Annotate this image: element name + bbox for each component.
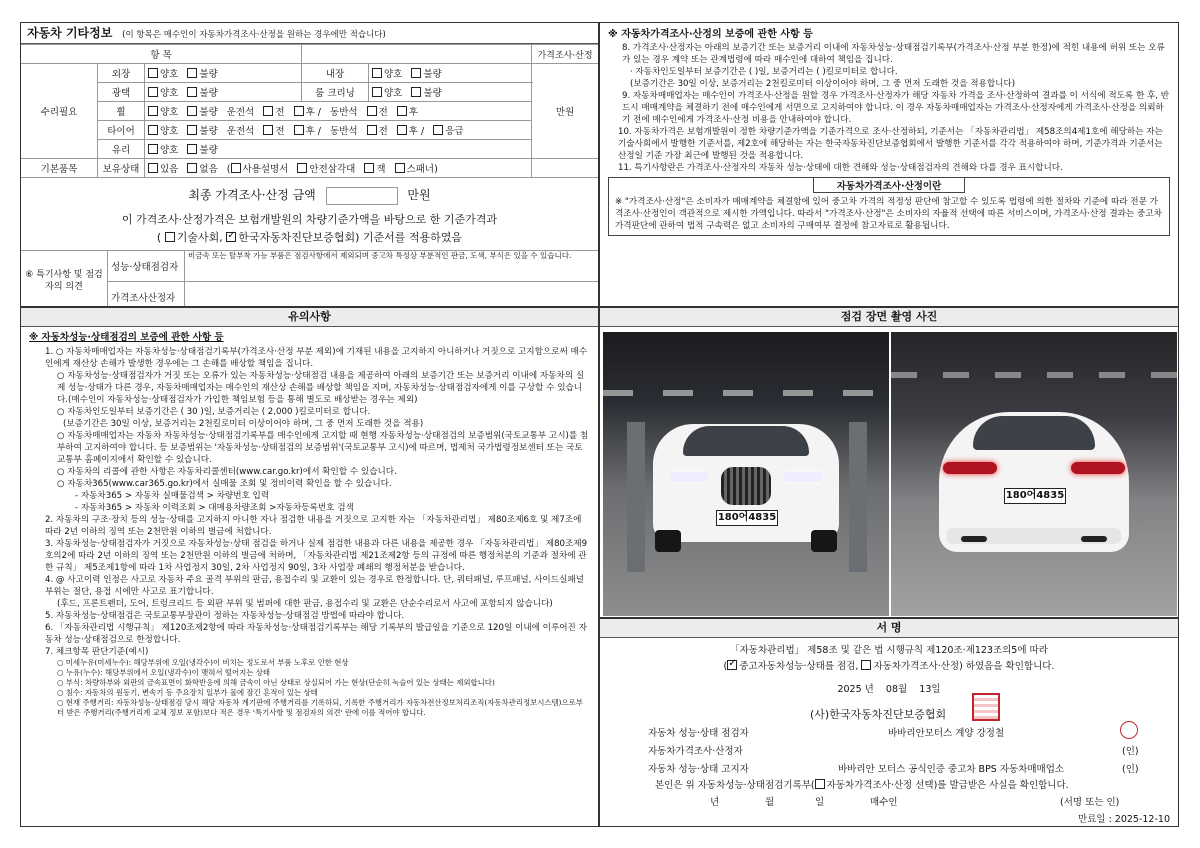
buyer-sign: (서명 또는 인) xyxy=(1060,797,1120,808)
opt-label: 불량 xyxy=(423,88,442,99)
notice-item: 3. 자동차성능·상태점검자가 거짓으로 자동차성능·상태 점검을 하거나 실제 점검한 내용과 다른 내용을 제공한 경우 「자동차관리법」 제80조제9호의2에 따라 2년 이하의 징역 또는 2천만원 이하의 벌금에 처하며, 「자동차관리법 제21조제2항 등의 규정에 따른 행정처분의 기준과 절차에 관한 규칙」 제5조제1항에 따라 1차 사업정지 30일, 2차 사업정지 90일, 3차 사업장 폐쇄의 행정처분을 받습니다. xyxy=(45,539,588,573)
roomclean-good-checkbox[interactable] xyxy=(372,87,382,97)
rear-license-plate: 180어4835 xyxy=(1004,488,1066,504)
headlight-right xyxy=(783,472,823,482)
row2-label: 자동차가격조사·산정자 xyxy=(648,746,743,757)
wheel-good-checkbox[interactable] xyxy=(148,106,158,116)
opt-label: 양호 xyxy=(160,69,179,80)
row1-label: 자동차 성능·상태 점검자 xyxy=(648,728,749,739)
wheel-driver-rear-checkbox[interactable] xyxy=(294,106,304,116)
special-notes-table xyxy=(20,250,599,308)
opt-label: 전 xyxy=(378,126,388,137)
spanner-checkbox[interactable] xyxy=(395,163,405,173)
other-info-subtitle: (이 항목은 매수인이 자동차가격조사·산정을 원하는 경우에만 적습니다) xyxy=(122,30,386,40)
tire-front-right xyxy=(811,530,837,552)
special-pricer-label: 가격조사산정자 xyxy=(108,281,185,307)
signature-confirm: (✓ 중고자동차성능·상태를 점검, 자동차가격조사·산정) 하였음을 확인합니다. xyxy=(600,658,1178,672)
tire-driver-front-checkbox[interactable] xyxy=(263,125,273,135)
tire-front-left xyxy=(655,530,681,552)
row3-seal-mark: (인) xyxy=(1122,764,1139,775)
tire-bad-checkbox[interactable] xyxy=(187,125,197,135)
notice-title: 유의사항 xyxy=(21,308,598,327)
row-wheel: 휠 xyxy=(98,102,145,121)
opt-label: 운전석 xyxy=(226,107,255,118)
wheel-driver-front-checkbox[interactable] xyxy=(263,106,273,116)
item-9: 9. 자동차매매업자는 매수인이 가격조사·산정을 원할 경우 가격조사·산정자가 해당 자동차 가격을 조사·산정하여 결과를 이 서식에 적도록 한 후, 반드시 매매계약을 체결하기 전에 매수인에게 서면으로 고지하여야 합니다. 이 경우 자동차매매업자는 가격조사·산정자에게 가격조사·산정을 의뢰하기 전에 매수인에게 가격조사·산정 비용을 안내하여야 합니다. xyxy=(622,91,1170,125)
buyer-label: 매수인 xyxy=(870,797,898,808)
wheel-passenger-rear-checkbox[interactable] xyxy=(397,106,407,116)
opt-label: 운전석 xyxy=(226,126,255,137)
date-year: 2025 년 xyxy=(837,684,874,695)
lift-post-left xyxy=(627,422,645,572)
basis-opt1-label: 기술사회 xyxy=(176,230,220,244)
final-price-unit: 만원 xyxy=(407,188,431,202)
basis-engineer-checkbox[interactable] xyxy=(165,232,175,242)
confirm-opt1: 중고자동차성능·상태를 점검, xyxy=(739,661,859,672)
interior-good-checkbox[interactable] xyxy=(372,68,382,78)
other-info-header xyxy=(21,23,598,44)
notice-panel xyxy=(20,307,599,827)
notice-item: 7. 체크항목 판단기준(예시) xyxy=(45,647,149,657)
notice-items xyxy=(29,346,590,658)
notice-item: ○ 자동차365(www.car365.go.kr)에서 실매물 조회 및 정비이력 확인을 할 수 있습니다. xyxy=(57,479,392,489)
signature-date xyxy=(600,681,1178,695)
notice-item: (후드, 프론트펜더, 도어, 트렁크리드 등 외판 부위 및 범퍼에 대한 판금, 용접수리 및 교환은 단순수리로서 사고에 포함되지 않습니다) xyxy=(57,599,553,609)
taillight-left xyxy=(943,462,997,474)
notice-item: 4. @ 사고이력 인정은 사고로 자동차 주요 골격 부위의 판금, 용접수리 및 교환이 있는 경우로 한정합니다. 단, 쿼터패널, 루프패널, 사이드실패널 부위는 절단, 용접 시에만 사고로 표기합니다. xyxy=(45,575,584,597)
garage-lights xyxy=(891,372,1177,378)
opt-label: 양호 xyxy=(160,107,179,118)
tire-passenger-front-checkbox[interactable] xyxy=(367,125,377,135)
unit-manwon: 만원 xyxy=(532,64,599,159)
owned-no-checkbox[interactable] xyxy=(187,163,197,173)
interior-bad-checkbox[interactable] xyxy=(411,68,421,78)
exterior-bad-checkbox[interactable] xyxy=(187,68,197,78)
row2-seal-mark: (인) xyxy=(1122,746,1139,757)
opt-label: 후 xyxy=(305,126,315,137)
criteria-item: ○ 침수: 자동차의 원동기, 변속기 등 주요장치 일부가 물에 잠긴 흔적이 있는 상태 xyxy=(57,688,318,697)
item-10: 10. 자동차가격은 보험개발원이 정한 차량기준가액을 기준가격으로 조사·산정하되, 기준서는 「자동차관리법」 제58조의4제1호에 해당하는 자는 기술사회에서 발행한 기준서를, 제2호에 해당하는 자는 한국자동차진단보증협회에서 발행한 기준서를 각각 적용하여야 하며, 기준가격과 기준서는 산정일 기준 가장 최근에 발행된 것을 적용합니다. xyxy=(618,127,1163,161)
special-inspector-label: 성능·상태점검자 xyxy=(108,250,185,281)
rear-window xyxy=(973,416,1095,450)
notice-item: 6. 「자동차관리법 시행규칙」 제120조제2항에 따라 자동차성능·상태점검기록부는 해당 기록부의 발급일을 기준으로 120일 이내에 이루어진 자동차 성능·상태점검으로 한정합니다. xyxy=(45,623,587,645)
row-interior: 내장 xyxy=(302,64,369,83)
signature-row-3 xyxy=(648,761,1168,775)
other-info-table: 항 목 가격조사·산정 수리필요 외장 양호 불량 내장 양호 불량 만원 광택 양호 불량 룸 크리닝 양호 불량 휠 양호 불량 운전석 전 후 / 동반석 전 후 타이어 양호 불량 운전석 전 후 / 동반석 전 후 / 응급 유리 양호 불량 기본품목 보유상태 있음 없음 ( 사용설명서 안전삼각대 잭 스패너) xyxy=(20,44,599,178)
row1-value: 바바리안모터스 계양 강정철 xyxy=(888,728,1005,739)
price-def-text: ※ "가격조사·산정"은 소비자가 매매계약을 체결함에 있어 중고차 가격의 적정성 판단에 참고할 수 있도록 법령에 의한 절차와 기준에 따라 전문 가격조사·산정인이 객관적으로 제시한 가액입니다. 따라서 "가격조사·산정"은 소비자의 자율적 선택에 따른 서비스이며, 가격조사·산정 결과는 중고차 가격판단에 관하여 법적 구속력은 없고 소비자의 구매여부 결정에 참고자료로 활용됩니다. xyxy=(615,197,1162,231)
notice-item: - 자동차365 > 자동차 이력조회 > 대매용차량조회 >자동차등록번호 검색 xyxy=(75,503,354,513)
signature-buyer xyxy=(710,794,1170,808)
confirm-price-checkbox[interactable] xyxy=(861,660,871,670)
opt-label: 동반석 xyxy=(330,126,358,137)
photo-title: 점검 장면 촬영 사진 xyxy=(600,308,1178,327)
special-pricer-text[interactable] xyxy=(185,281,599,307)
col-item: 항 목 xyxy=(21,45,302,64)
basis-opt2-label: 한국자동차진단보증협회 xyxy=(238,230,356,244)
opt-label: 양호 xyxy=(160,126,179,137)
opt-label: 있음 xyxy=(160,164,179,175)
notice-item: ○ 자동차성능·상태점검자가 거짓 또는 오류가 있는 자동차성능·상태점검 내용을 제공하여 아래의 보증기간 또는 보증거리 이내에 자동차의 실제 성능·상태가 다른 경우, 자동차매매업자는 매수인의 재산상 손해를 배상할 책임을 지며, 자동차성능·상태점검자에게 이를 구상할 수 있습니다.(매수인이 자동차성능·상태점검자가 가입한 책임보험 등을 통해 별도로 배상받는 경우는 제외) xyxy=(57,371,585,405)
criteria-item: ○ 미세누유(미세누수): 해당부위에 오일(냉각수)이 비치는 정도로서 부품 노후로 인한 현상 xyxy=(57,658,349,667)
rear-car-photo xyxy=(891,332,1177,616)
price-def-box xyxy=(608,177,1170,236)
opt-label: 후 xyxy=(305,107,315,118)
glass-bad-checkbox[interactable] xyxy=(187,144,197,154)
special-label: ⑥ 특기사항 및 점검자의 의견 xyxy=(21,250,108,307)
opt-label: 전 xyxy=(275,126,285,137)
opt-label: 불량 xyxy=(199,126,218,137)
opt-label: 사용설명서 xyxy=(242,164,289,175)
group-repair: 수리필요 xyxy=(21,64,98,159)
row3-value: 바바리안 모터스 공식인증 중고차 BPS 자동차매매업소 xyxy=(838,764,1065,775)
opt-label: 안전삼각대 xyxy=(309,164,356,175)
tire-good-checkbox[interactable] xyxy=(148,125,158,135)
criteria-item: ○ 현재 주행거리: 자동차성능·상태점검 당시 해당 자동차 계기판에 주행거리를 기록하되, 기록한 주행거리가 자동차전산정보처리조직(자동차관리정보시스템)으로부터 받은 주행거리(주행거리계 교체 정보 포함)보다 적은 경우 '특기사항 및 점검자의 의견' 란에 이를 적어야 합니다. xyxy=(57,698,583,717)
exhaust-left xyxy=(961,536,987,542)
item-8: 8. 가격조사·산정자는 아래의 보증기간 또는 보증거리 이내에 자동차성능·상태점검기록부(가격조사·산정 부분 한정)에 적힌 내용에 허위 또는 오류가 있는 경우 계약 또는 관계법령에 따라 매수인에 대하여 책임을 집니다. xyxy=(622,43,1165,65)
opt-label: 양호 xyxy=(384,69,403,80)
confirm-tail: 하였음을 확인합니다. xyxy=(965,661,1055,672)
lift-post-right xyxy=(849,422,867,572)
tire-driver-rear-checkbox[interactable] xyxy=(294,125,304,135)
signature-title: 서 명 xyxy=(600,619,1178,638)
tire-passenger-rear-checkbox[interactable] xyxy=(397,125,407,135)
issue-line: 본인은 위 자동차성능·상태점검기록부( xyxy=(655,780,815,791)
price-def-title: 자동차가격조사·산정이란 xyxy=(813,177,965,193)
signature-issue xyxy=(655,777,1069,791)
triangle-checkbox[interactable] xyxy=(297,163,307,173)
inspection-photo-panel xyxy=(599,307,1179,618)
front-windshield xyxy=(683,426,809,456)
signature-panel xyxy=(599,618,1179,827)
opt-label: 응급 xyxy=(445,126,464,137)
wheel-passenger-front-checkbox[interactable] xyxy=(367,106,377,116)
exhaust-right xyxy=(1081,536,1107,542)
final-price-input[interactable] xyxy=(326,187,398,205)
date-month: 08월 xyxy=(885,684,908,695)
buyer-day: 일 xyxy=(815,797,825,808)
signature-row-1 xyxy=(648,725,1168,739)
notice-item: ○ 자동차매매업자는 자동차 자동차성능·상태점검기록부를 매수인에게 고지할 때 현행 자동차성능·상태점검의 보증범위(국토교통부 고시)를 첨부하여 고지하여야 합니다. 등 보증범위는 '자동차성능·상태점검의 보증범위'(국토교통부 고시)에 따르며, 법제처 국가법령정보센터 또는 국토교통부 홈페이지에서 확인할 수 있습니다. xyxy=(57,431,589,465)
inspector-seal-icon xyxy=(1120,721,1138,739)
special-inspector-text: 비금속 또는 탈부착 가능 부품은 점검사항에서 제외되며 중고차 특성상 부분적인 판금, 도색, 부식은 있을 수 있습니다. xyxy=(185,250,599,281)
signature-org: (사)한국자동차진단보증협회 xyxy=(810,708,947,721)
signature-law: 「자동차관리법」 제58조 및 같은 법 시행규칙 제120조·제123조의5에 따라 xyxy=(730,645,1048,656)
glass-good-checkbox[interactable] xyxy=(148,144,158,154)
notice-item: 5. 자동차성능·상태점검은 국토교통부장관이 정하는 자동차성능·상태점검 방법에 따라야 합니다. xyxy=(45,611,405,621)
final-price-label: 최종 가격조사·산정 금액 xyxy=(188,188,316,202)
opt-label: 불량 xyxy=(199,107,218,118)
row-roomclean: 룸 크리닝 xyxy=(302,83,369,102)
front-car-photo xyxy=(603,332,889,616)
opt-label: 불량 xyxy=(423,69,442,80)
confirm-inspection-checkbox[interactable] xyxy=(727,660,737,670)
item-11: 11. 특기사항란은 가격조사·산정자의 자동차 성능·상태에 대한 견해와 성능·상태점검자의 견해와 다를 경우 표시합니다. xyxy=(618,163,1063,173)
opt-label: 후 xyxy=(408,107,418,118)
opt-label: 없음 xyxy=(199,164,218,175)
item-8-b2: (보증기간은 30일 이상, 보증거리는 2천킬로미터 이상이어야 하며, 그 중 먼저 도래한 것을 적용합니다) xyxy=(630,79,1016,89)
tire-emergency-checkbox[interactable] xyxy=(433,125,443,135)
opt-label: 불량 xyxy=(199,145,218,156)
jack-checkbox[interactable] xyxy=(364,163,374,173)
opt-label: 잭 xyxy=(376,164,386,175)
manual-checkbox[interactable] xyxy=(231,163,241,173)
notice-item: (보증기간은 30일 이상, 보증거리는 2천킬로미터 이상이어야 하며, 그 중 먼저 도래한 것을 적용) xyxy=(63,419,424,429)
price-warranty-panel xyxy=(599,22,1179,307)
opt-label: 후 xyxy=(408,126,418,137)
item-8-b1: · 자동차인도일부터 보증기간은 ( )일, 보증거리는 ( )킬로미터로 합니다. xyxy=(630,67,898,77)
date-day: 13일 xyxy=(919,684,941,695)
opt-label: 양호 xyxy=(384,88,403,99)
garage-lights xyxy=(603,390,889,396)
opt-label: 양호 xyxy=(160,145,179,156)
row-gloss: 광택 xyxy=(98,83,145,102)
opt-label: 양호 xyxy=(160,88,179,99)
row-tire: 타이어 xyxy=(98,121,145,140)
price-warranty-title: ※ 자동차가격조사·산정의 보증에 관한 사항 등 xyxy=(608,29,813,40)
gloss-bad-checkbox[interactable] xyxy=(187,87,197,97)
col-price: 가격조사·산정 xyxy=(532,45,599,64)
criteria-item: ○ 부식: 차량하부와 외판의 금속표면이 화학반응에 의해 금속이 아닌 상태로 상실되어 가는 현상(단순히 녹슬어 있는 상태는 제외합니다) xyxy=(57,678,495,687)
basis-sentence: 이 가격조사·산정가격은 보험개발원의 차량기준가액을 바탕으로 한 기준가격과 xyxy=(121,212,498,226)
front-grille xyxy=(721,467,771,505)
expiry-date: 만료일 : 2025-12-10 xyxy=(1078,814,1170,825)
headlight-left xyxy=(669,472,709,482)
notice-item: - 자동차365 > 자동차 실매물검색 > 차량번호 입력 xyxy=(75,491,270,501)
taillight-right xyxy=(1071,462,1125,474)
vehicle-other-info-panel xyxy=(20,22,599,307)
notice-sub: ※ 자동차성능·상태점검의 보증에 관한 사항 등 xyxy=(29,332,224,343)
row3-label: 자동차 성능·상태 고지자 xyxy=(648,764,749,775)
notice-item: 2. 자동차의 구조·장치 등의 성능·상태를 고지하지 아니한 자나 점검한 내용을 거짓으로 고지한 자는 「자동차관리법」 제80조제6호 및 제7조에 따라 2년 이하의 징역 또는 2천만원 이하의 벌금에 처합니다. xyxy=(45,515,582,537)
signature-row-2 xyxy=(648,743,1168,757)
opt-label: 전 xyxy=(378,107,388,118)
buyer-month: 월 xyxy=(765,797,775,808)
org-seal-icon xyxy=(972,693,1000,721)
buyer-year: 년 xyxy=(710,797,720,808)
other-info-title: 자동차 기타정보 xyxy=(27,26,113,40)
final-price-row xyxy=(21,186,598,205)
issue-price-checkbox[interactable] xyxy=(815,779,825,789)
confirm-opt2: 자동차가격조사·산정 xyxy=(873,661,960,672)
row-exterior: 외장 xyxy=(98,64,145,83)
basis-tail: 기준서를 적용하였음 xyxy=(362,230,463,244)
opt-label: 전 xyxy=(275,107,285,118)
group-basic: 기본품목 xyxy=(21,159,98,178)
criteria-list xyxy=(29,658,590,718)
owned-yes-checkbox[interactable] xyxy=(148,163,158,173)
roomclean-bad-checkbox[interactable] xyxy=(411,87,421,97)
opt-label: 불량 xyxy=(199,69,218,80)
front-license-plate: 180어4835 xyxy=(716,510,778,526)
row-owned: 보유상태 xyxy=(98,159,145,178)
opt-label: 불량 xyxy=(199,88,218,99)
issue-opt: 자동차가격조사·산정 선택)를 발급받은 사실을 확인합니다. xyxy=(826,780,1069,791)
notice-item: ○ 자동차인도일부터 보증기간은 ( 30 )일, 보증거리는 ( 2,000 )킬로미터로 합니다. xyxy=(57,407,371,417)
notice-item: 1. ○ 자동차매매업자는 자동차성능·상태점검기록부(가격조사·산정 부분 제외)에 기재된 내용을 고지하지 아니하거나 거짓으로 고지함으로써 매수인에게 재산상 손해가 발생한 경우에는 그 손해를 배상할 책임을 집니다. xyxy=(45,347,588,369)
criteria-item: ○ 누유(누수): 해당부위에서 오일(냉각수)이 맺혀서 떨어지는 상태 xyxy=(57,668,271,677)
exterior-good-checkbox[interactable] xyxy=(148,68,158,78)
opt-label: 스패너 xyxy=(406,164,435,175)
gloss-good-checkbox[interactable] xyxy=(148,87,158,97)
basis-kadi-checkbox[interactable] xyxy=(226,232,236,242)
wheel-bad-checkbox[interactable] xyxy=(187,106,197,116)
notice-item: ○ 자동차의 리콜에 관한 사항은 자동차리콜센터(www.car.go.kr)에서 확인할 수 있습니다. xyxy=(57,467,397,477)
opt-label: 동반석 xyxy=(330,107,358,118)
row-glass: 유리 xyxy=(98,140,145,159)
basis-options: ( 기술사회, ✓한국자동차진단보증협회) 기준서를 적용하였음 xyxy=(21,229,598,245)
